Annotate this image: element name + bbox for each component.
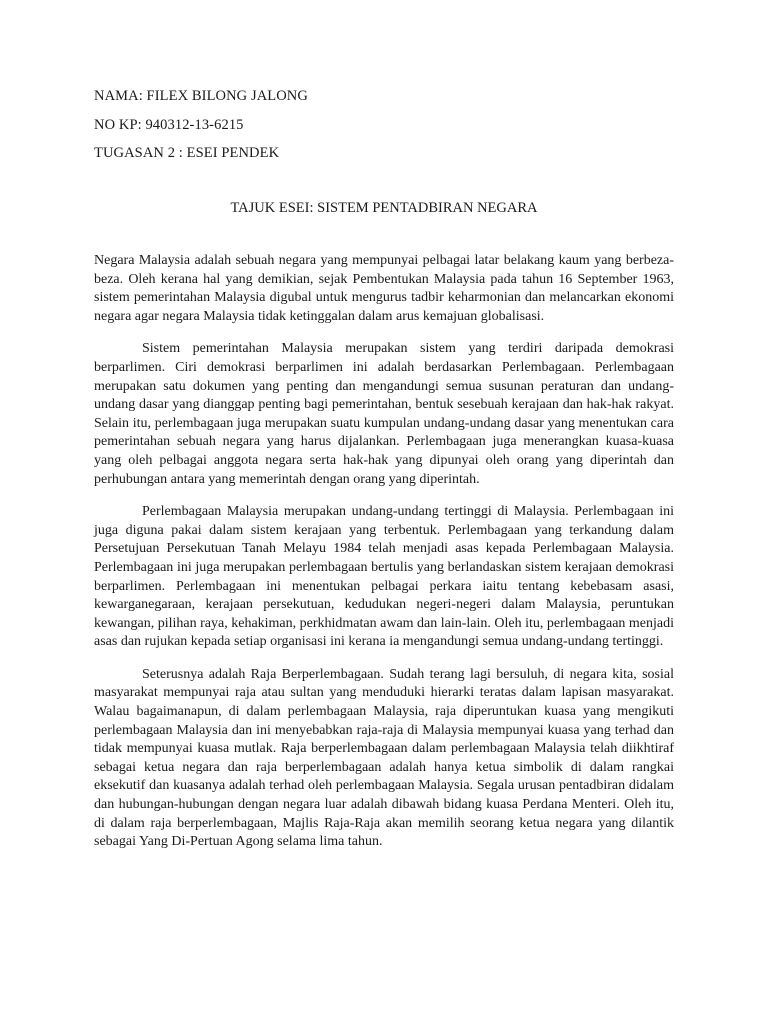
student-id-number: NO KP: 940312-13-6215	[94, 117, 244, 133]
essay-title: TAJUK ESEI: SISTEM PENTADBIRAN NEGARA	[230, 200, 538, 216]
paragraph-constitutional-monarchy: Seterusnya adalah Raja Berperlembagaan. Sudah terang lagi bersuluh, di negara kita, sosial masyarakat mempunyai raja atau sultan yang menduduki hierarki teratas dalam lapisan masyarakat. Walau bagaimanapun, di dalam perlembagaan Malaysia, raja diperuntukan kuasa yang mengikuti perlembagaan Malaysia dan ini menyebabkan raja-raja di Malaysia mempunyai kuasa yang terhad dan tidak mempunyai kuasa mutlak. Raja berperlembagaan dalam perlembagaan Malaysia telah diikhtiraf sebagai ketua negara dan raja berperlembagaan adalah hanya ketua simbolik di dalam rangkai eksekutif dan kuasanya adalah terhad oleh perlembagaan Malaysia. Segala urusan pentadbiran didalam dan hubungan-hubungan dengan negara luar adalah dibawah bidang kuasa Perdana Menteri. Oleh itu, di dalam raja berperlembagaan, Majlis Raja-Raja akan memilih seorang ketua negara yang dilantik sebagai Yang Di-Pertuan Agong selama lima tahun.	[94, 666, 674, 850]
essay-body	[94, 252, 674, 866]
student-name: NAMA: FILEX BILONG JALONG	[94, 88, 308, 104]
assignment-label: TUGASAN 2 : ESEI PENDEK	[94, 145, 280, 161]
paragraph-introduction: Negara Malaysia adalah sebuah negara yang mempunyai pelbagai latar belakang kaum yang berbeza-beza. Oleh kerana hal yang demikian, sejak Pembentukan Malaysia pada tahun 16 September 1963, sistem pemerintahan Malaysia digubal untuk mengurus tadbir keharmonian dan melancarkan ekonomi negara agar negara Malaysia tidak ketinggalan dalam arus kemajuan globalisasi.	[94, 253, 674, 324]
paragraph-government-system: Sistem pemerintahan Malaysia merupakan sistem yang terdiri daripada demokrasi berparlimen. Ciri demokrasi berparlimen ini adalah berdasarkan Perlembagaan. Perlembagaan merupakan satu dokumen yang penting dan mengandungi semua susunan peraturan dan undang-undang dasar yang dianggap penting bagi pemerintahan, bentuk sesebuah kerajaan dan hak-hak rakyat. Selain itu, perlembagaan juga merupakan suatu kumpulan undang-undang dasar yang menentukan cara pemerintahan sebuah negara yang harus dijalankan. Perlembagaan juga menerangkan kuasa-kuasa yang oleh pelbagai anggota negara serta hak-hak yang dipunyai oleh orang yang diperintah dan perhubungan antara yang memerintah dengan orang yang diperintah.	[94, 341, 674, 487]
paragraph-constitution: Perlembagaan Malaysia merupakan undang-undang tertinggi di Malaysia. Perlembagaan ini juga diguna pakai dalam sistem kerajaan yang terbentuk. Perlembagaan yang terkandung dalam Persetujuan Persekutuan Tanah Melayu 1984 telah menjadi asas kepada Perlembagaan Malaysia. Perlembagaan ini juga merupakan perlembagaan bertulis yang berlandaskan sistem kerajaan demokrasi berparlimen. Perlembagaan ini menentukan pelbagai perkara iaitu tentang kebebasam asasi, kewarganegaraan, kerajaan persekutuan, kedudukan negeri-negeri dalam Malaysia, peruntukan kewangan, pilihan raya, kehakiman, perkhidmatan awam dan lain-lain. Oleh itu, perlembagaan menjadi asas dan rujukan kepada setiap organisasi ini kerana ia mengandungi semua undang-undang tertinggi.	[94, 504, 675, 650]
